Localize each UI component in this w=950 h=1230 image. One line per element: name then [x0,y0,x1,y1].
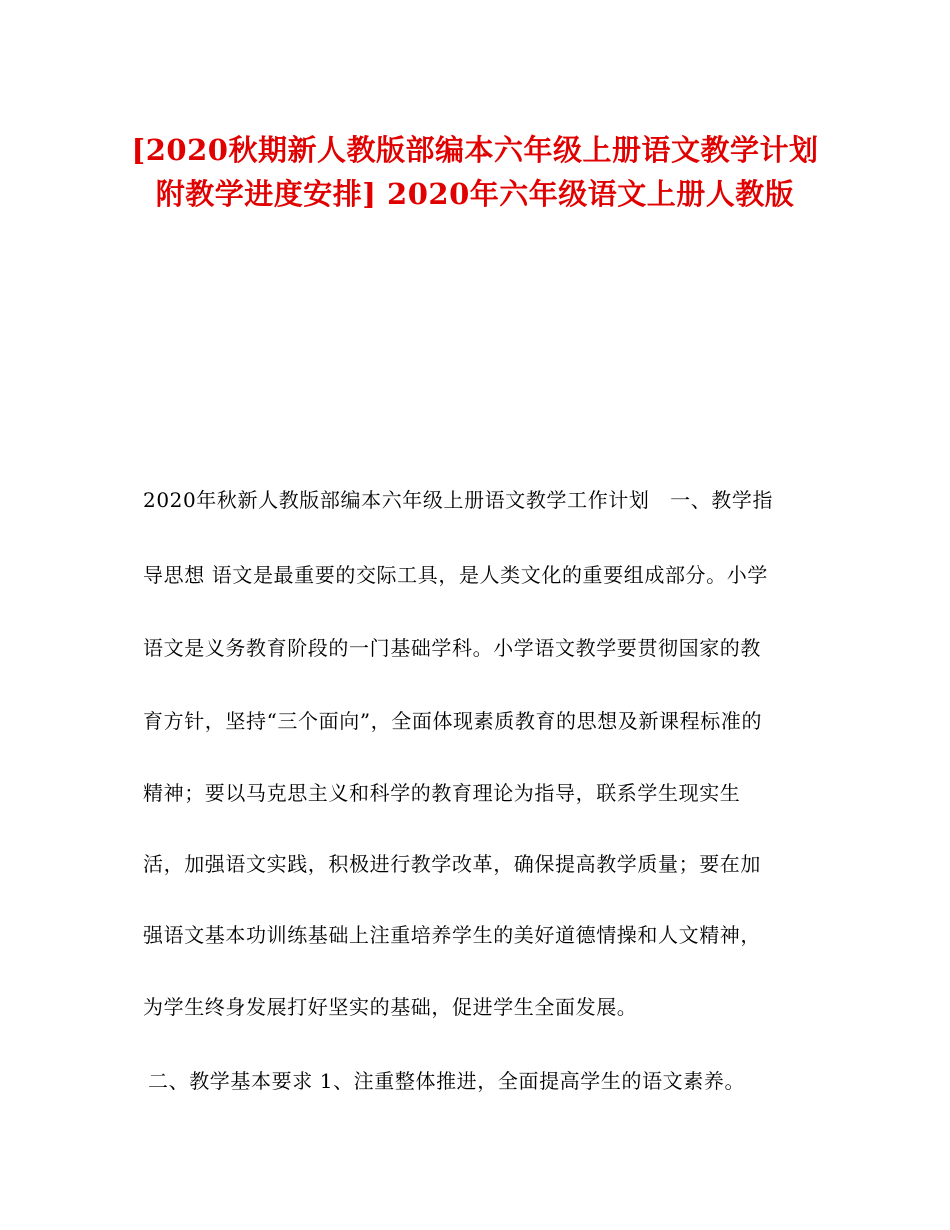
body-text-line: 2020年秋新人教版部编本六年级上册语文教学工作计划 一、教学指 [143,488,774,512]
section-heading-line: 二、教学基本要求 1、注重整体推进，全面提高学生的语文素养。 [148,1069,746,1093]
body-text-line: 为学生终身发展打好坚实的基础，促进学生全面发展。 [143,995,638,1019]
body-text-line: 活，加强语文实践，积极进行教学改革，确保提高教学质量；要在加 [143,852,761,876]
body-text-line: 精神；要以马克思主义和科学的教育理论为指导，联系学生现实生 [143,781,741,805]
body-text-line: 强语文基本功训练基础上注重培养学生的美好道德情操和人文精神， [143,923,761,947]
body-text-line: 导思想 语文是最重要的交际工具，是人类文化的重要组成部分。小学 [143,563,768,587]
body-text-line: 育方针，坚持“三个面向”，全面体现素质教育的思想及新课程标准的 [143,709,763,733]
document-title-line-1: [2020秋期新人教版部编本六年级上册语文教学计划 [131,133,819,167]
body-text-line: 语文是义务教育阶段的一门基础学科。小学语文教学要贯彻国家的教 [143,636,761,660]
document-title-line-2: 附教学进度安排] 2020年六年级语文上册人教版 [155,177,795,211]
